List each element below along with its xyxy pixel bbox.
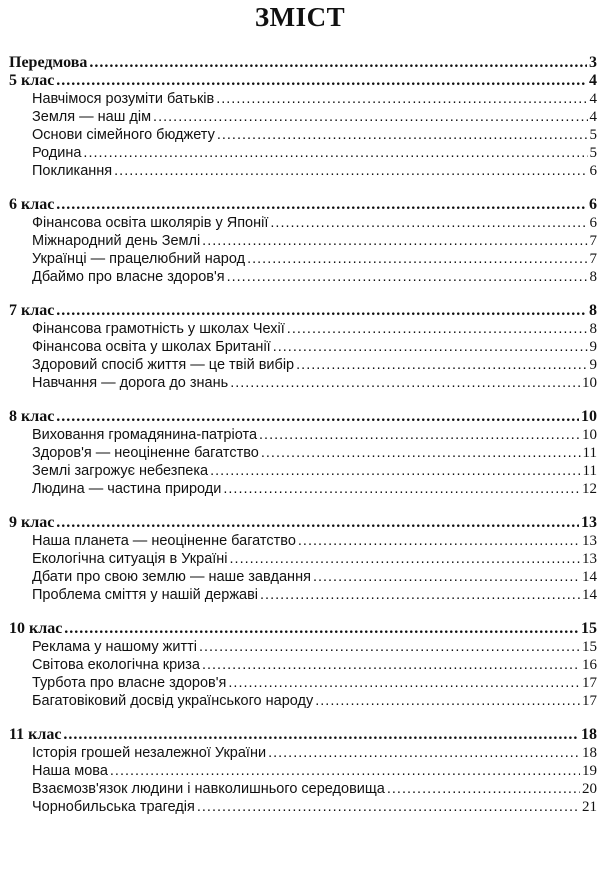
dot-leader <box>298 532 580 550</box>
dot-leader <box>153 108 587 126</box>
toc-entry-preface[interactable] <box>9 54 597 72</box>
toc-entry[interactable] <box>9 356 597 374</box>
toc-entry-label: Землі загрожує небезпека <box>32 463 209 479</box>
toc-page-number: 6 <box>589 163 597 179</box>
toc-entry-label: Навчімося розуміти батьків <box>32 91 215 107</box>
dot-leader <box>261 444 581 462</box>
section-gap <box>9 180 597 196</box>
toc-page-number: 11 <box>582 463 597 479</box>
toc-page-number: 13 <box>581 514 597 531</box>
toc-entry-label: 7 клас <box>9 302 55 319</box>
dot-leader <box>315 692 580 710</box>
toc-entry-label: Дбаймо про власне здоров'я <box>32 269 225 285</box>
dot-leader <box>202 232 587 250</box>
toc-entry-label: Передмова <box>9 54 88 71</box>
dot-leader <box>273 338 588 356</box>
dot-leader <box>210 462 580 480</box>
dot-leader <box>227 268 588 286</box>
toc-section-heading[interactable] <box>9 408 597 426</box>
dot-leader <box>287 320 588 338</box>
dot-leader <box>260 586 580 604</box>
toc-entry[interactable] <box>9 692 597 710</box>
toc-section-heading[interactable] <box>9 302 597 320</box>
toc-entry-label: Земля — наш дім <box>32 109 152 125</box>
toc-page-number: 4 <box>589 91 597 107</box>
toc-page-number: 12 <box>582 481 597 497</box>
toc-page-number: 15 <box>582 639 597 655</box>
toc-entry-label: Здоровий спосіб життя — це твій вибір <box>32 357 295 373</box>
toc-page-number: 5 <box>589 145 597 161</box>
toc-entry-label: 8 клас <box>9 408 55 425</box>
section-gap <box>9 710 597 726</box>
toc-entry[interactable] <box>9 232 597 250</box>
toc-page-number: 15 <box>581 620 597 637</box>
toc-entry-label: Міжнародний день Землі <box>32 233 201 249</box>
dot-leader <box>110 762 580 780</box>
dot-leader <box>56 514 579 532</box>
toc-entry-label: Людина — частина природи <box>32 481 222 497</box>
toc-entry-label: 5 клас <box>9 72 55 89</box>
dot-leader <box>230 374 580 392</box>
toc-entry[interactable] <box>9 268 597 286</box>
dot-leader <box>270 214 587 232</box>
page-title: ЗМІСТ <box>254 2 346 32</box>
toc-entry[interactable] <box>9 444 597 462</box>
table-of-contents <box>9 54 597 816</box>
dot-leader <box>387 780 580 798</box>
dot-leader <box>216 90 587 108</box>
toc-entry-label: Фінансова освіта у школах Британії <box>32 339 271 355</box>
toc-page-number: 10 <box>582 375 597 391</box>
dot-leader <box>313 568 580 586</box>
dot-leader <box>230 550 580 568</box>
toc-page-number: 6 <box>589 215 597 231</box>
toc-entry-label: Українці — працелюбний народ <box>32 251 246 267</box>
toc-page-number: 16 <box>582 657 597 673</box>
dot-leader <box>223 480 580 498</box>
toc-page-number: 21 <box>582 799 597 815</box>
dot-leader <box>64 620 579 638</box>
section-gap <box>9 498 597 514</box>
dot-leader <box>63 726 579 744</box>
dot-leader <box>56 408 579 426</box>
toc-page-number: 11 <box>582 445 597 461</box>
section-gap <box>9 392 597 408</box>
toc-entry[interactable] <box>9 744 597 762</box>
toc-entry-label: Реклама у нашому житті <box>32 639 197 655</box>
toc-entry-label: Наша планета — неоціненне багатство <box>32 533 296 549</box>
toc-entry-label: Взаємозв'язок людини і навколишнього середовища <box>32 781 385 797</box>
toc-entry[interactable] <box>9 144 597 162</box>
toc-entry-label: Дбати про свою землю — наше завдання <box>32 569 311 585</box>
toc-entry[interactable] <box>9 762 597 780</box>
toc-page-number: 17 <box>582 693 597 709</box>
toc-entry[interactable] <box>9 338 597 356</box>
toc-entry[interactable] <box>9 780 597 798</box>
dot-leader <box>259 426 580 444</box>
toc-page-number: 13 <box>582 533 597 549</box>
toc-entry[interactable] <box>9 480 597 498</box>
toc-entry[interactable] <box>9 568 597 586</box>
toc-page-number: 14 <box>582 587 597 603</box>
toc-page-number: 6 <box>589 196 597 213</box>
toc-entry-label: Фінансова освіта школярів у Японії <box>32 215 269 231</box>
toc-entry-label: Фінансова грамотність у школах Чехії <box>32 321 285 337</box>
toc-page-number: 14 <box>582 569 597 585</box>
toc-entry[interactable] <box>9 674 597 692</box>
toc-entry[interactable] <box>9 586 597 604</box>
toc-entry[interactable] <box>9 108 597 126</box>
toc-page-number: 9 <box>589 357 597 373</box>
toc-page-number: 20 <box>582 781 597 797</box>
toc-page-number: 4 <box>589 72 597 89</box>
dot-leader <box>89 54 587 72</box>
toc-page-number: 7 <box>589 233 597 249</box>
toc-section-heading[interactable] <box>9 726 597 744</box>
toc-entry[interactable] <box>9 126 597 144</box>
section-gap <box>9 604 597 620</box>
toc-entry-label: Екологічна ситуація в Україні <box>32 551 228 567</box>
toc-page-number: 7 <box>589 251 597 267</box>
toc-page-number: 19 <box>582 763 597 779</box>
dot-leader <box>199 638 580 656</box>
toc-entry[interactable] <box>9 320 597 338</box>
toc-page-number: 13 <box>582 551 597 567</box>
toc-page-number: 17 <box>582 675 597 691</box>
toc-page-number: 9 <box>589 339 597 355</box>
toc-entry[interactable] <box>9 656 597 674</box>
toc-page-number: 4 <box>589 109 597 125</box>
toc-entry[interactable] <box>9 798 597 816</box>
toc-entry-label: Виховання громадянина-патріота <box>32 427 258 443</box>
toc-page-number: 5 <box>589 127 597 143</box>
toc-section-heading[interactable] <box>9 72 597 90</box>
toc-entry-label: Покликання <box>32 163 113 179</box>
toc-entry[interactable] <box>9 462 597 480</box>
section-gap <box>9 286 597 302</box>
toc-entry[interactable] <box>9 550 597 568</box>
dot-leader <box>56 72 587 90</box>
toc-entry[interactable] <box>9 214 597 232</box>
toc-page-number: 8 <box>589 269 597 285</box>
toc-entry-label: Основи сімейного бюджету <box>32 127 215 143</box>
toc-entry-label: 10 клас <box>9 620 63 637</box>
toc-entry-label: Проблема сміття у нашій державі <box>32 587 259 603</box>
dot-leader <box>228 674 580 692</box>
toc-entry[interactable] <box>9 426 597 444</box>
toc-entry[interactable] <box>9 90 597 108</box>
toc-section-heading[interactable] <box>9 620 597 638</box>
toc-entry-label: Багатовіковий досвід українського народу <box>32 693 314 709</box>
toc-page-number: 8 <box>589 321 597 337</box>
toc-entry-label: 9 клас <box>9 514 55 531</box>
toc-entry-label: Чорнобильська трагедія <box>32 799 195 815</box>
dot-leader <box>56 302 587 320</box>
dot-leader <box>268 744 580 762</box>
toc-entry[interactable] <box>9 532 597 550</box>
dot-leader <box>217 126 588 144</box>
toc-entry-label: Родина <box>32 145 82 161</box>
dot-leader <box>83 144 587 162</box>
dot-leader <box>197 798 580 816</box>
toc-entry-label: Навчання — дорога до знань <box>32 375 229 391</box>
dot-leader <box>296 356 587 374</box>
toc-entry[interactable] <box>9 162 597 180</box>
toc-entry[interactable] <box>9 638 597 656</box>
toc-entry-label: Світова екологічна криза <box>32 657 200 673</box>
dot-leader <box>247 250 587 268</box>
toc-page-number: 10 <box>581 408 597 425</box>
toc-entry-label: 11 клас <box>9 726 62 743</box>
toc-entry[interactable] <box>9 374 597 392</box>
toc-entry-label: Наша мова <box>32 763 108 779</box>
toc-entry-label: Історія грошей незалежної України <box>32 745 267 761</box>
dot-leader <box>202 656 580 674</box>
toc-section-heading[interactable] <box>9 514 597 532</box>
toc-page-number: 8 <box>589 302 597 319</box>
toc-section-heading[interactable] <box>9 196 597 214</box>
toc-entry-label: Турбота про власне здоров'я <box>32 675 227 691</box>
toc-page-number: 18 <box>581 726 597 743</box>
toc-page-number: 3 <box>589 54 597 71</box>
toc-page-number: 18 <box>582 745 597 761</box>
toc-page-number: 10 <box>582 427 597 443</box>
toc-entry-label: Здоров'я — неоціненне багатство <box>32 445 259 461</box>
dot-leader <box>114 162 587 180</box>
toc-entry[interactable] <box>9 250 597 268</box>
dot-leader <box>56 196 587 214</box>
toc-entry-label: 6 клас <box>9 196 55 213</box>
